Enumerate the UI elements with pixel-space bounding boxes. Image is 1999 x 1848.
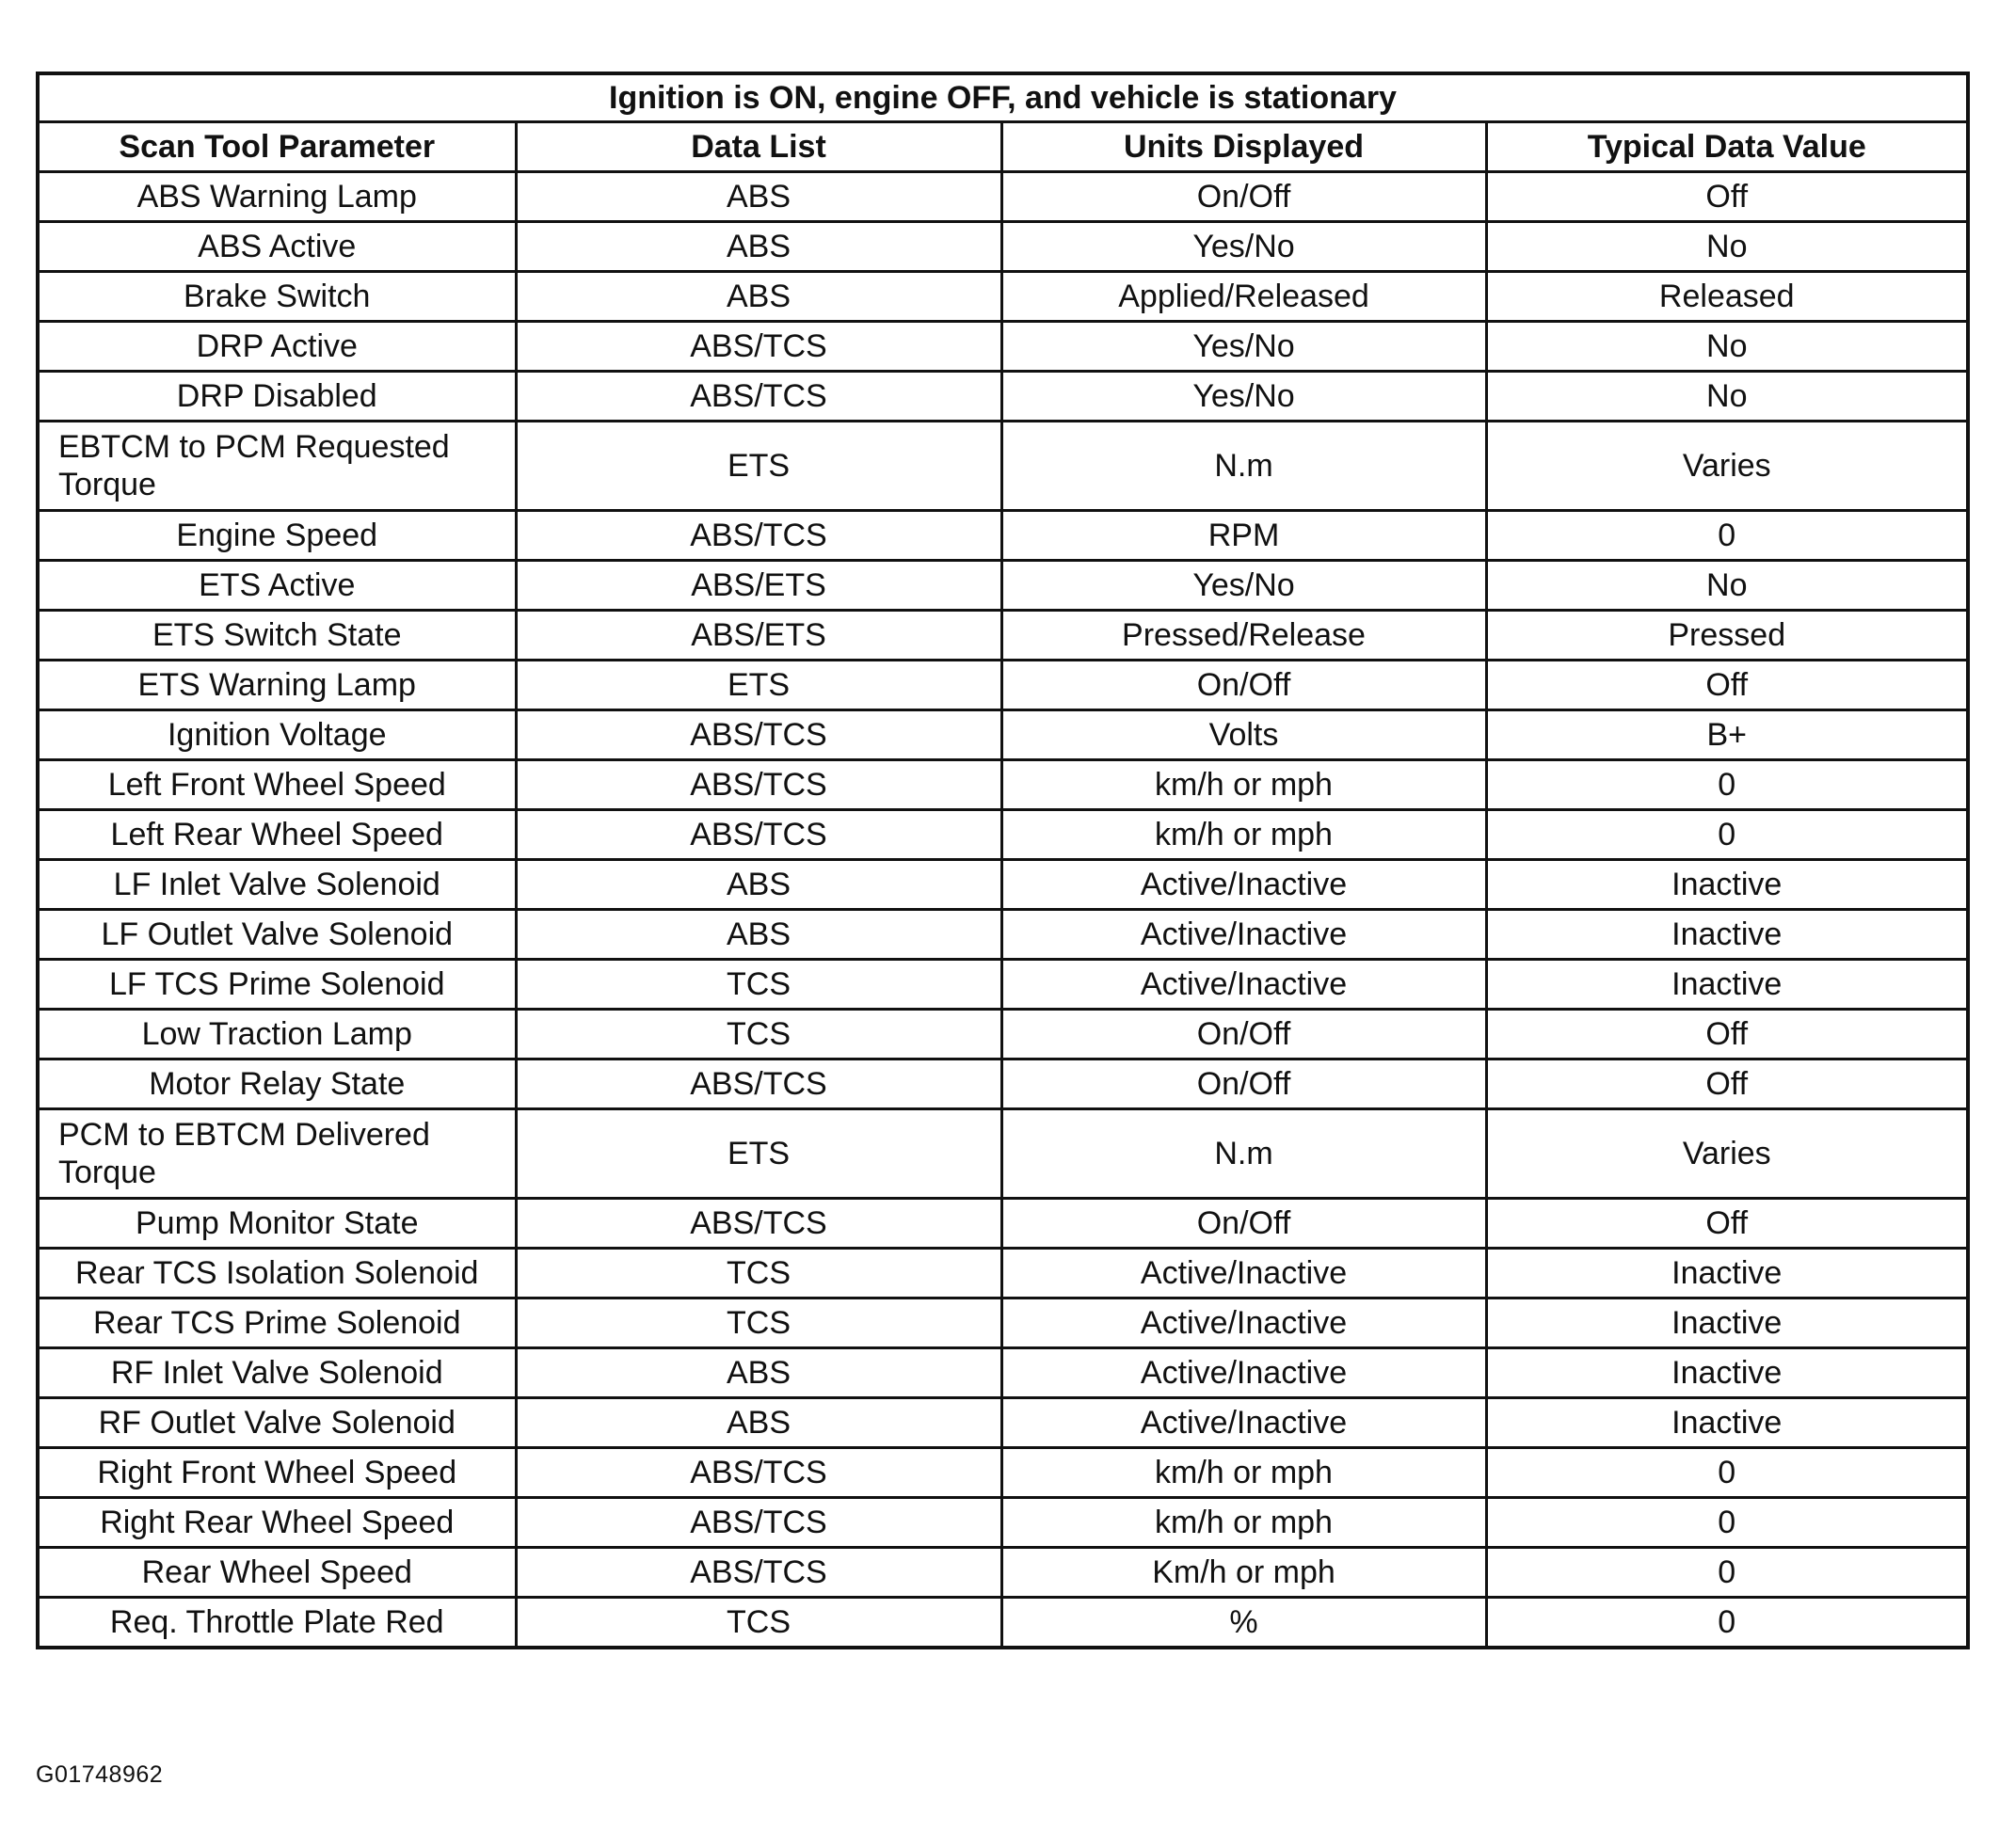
cell-units: % bbox=[1001, 1598, 1486, 1649]
cell-typical-value: 0 bbox=[1486, 1448, 1968, 1498]
cell-data-list: TCS bbox=[516, 1298, 1001, 1348]
cell-parameter: LF Inlet Valve Solenoid bbox=[38, 860, 516, 910]
cell-typical-value: Inactive bbox=[1486, 1398, 1968, 1448]
cell-typical-value: No bbox=[1486, 222, 1968, 272]
table-row bbox=[38, 511, 1968, 561]
table-row bbox=[38, 910, 1968, 960]
cell-data-list: ETS bbox=[516, 661, 1001, 710]
cell-units: Active/Inactive bbox=[1001, 960, 1486, 1010]
table-row bbox=[38, 810, 1968, 860]
cell-units: Yes/No bbox=[1001, 372, 1486, 422]
table-row bbox=[38, 422, 1968, 511]
cell-units: Pressed/Release bbox=[1001, 611, 1486, 661]
table-row bbox=[38, 1298, 1968, 1348]
cell-units: Volts bbox=[1001, 710, 1486, 760]
table-row bbox=[38, 1498, 1968, 1548]
cell-data-list: ETS bbox=[516, 422, 1001, 511]
header-typical-data-value: Typical Data Value bbox=[1486, 122, 1968, 172]
header-units-displayed: Units Displayed bbox=[1001, 122, 1486, 172]
cell-typical-value: 0 bbox=[1486, 810, 1968, 860]
table-row bbox=[38, 1249, 1968, 1298]
cell-parameter: LF TCS Prime Solenoid bbox=[38, 960, 516, 1010]
cell-typical-value: B+ bbox=[1486, 710, 1968, 760]
cell-data-list: ABS bbox=[516, 910, 1001, 960]
cell-typical-value: Inactive bbox=[1486, 1249, 1968, 1298]
cell-data-list: ABS/TCS bbox=[516, 322, 1001, 372]
table-row bbox=[38, 960, 1968, 1010]
cell-typical-value: No bbox=[1486, 372, 1968, 422]
table-row bbox=[38, 1109, 1968, 1199]
cell-parameter: ETS Switch State bbox=[38, 611, 516, 661]
cell-units: km/h or mph bbox=[1001, 1498, 1486, 1548]
table-row bbox=[38, 1598, 1968, 1649]
cell-typical-value: 0 bbox=[1486, 1498, 1968, 1548]
cell-parameter: ETS Active bbox=[38, 561, 516, 611]
cell-typical-value: Inactive bbox=[1486, 910, 1968, 960]
cell-parameter: DRP Disabled bbox=[38, 372, 516, 422]
cell-units: Active/Inactive bbox=[1001, 1249, 1486, 1298]
cell-parameter: Req. Throttle Plate Red bbox=[38, 1598, 516, 1649]
cell-parameter: Right Front Wheel Speed bbox=[38, 1448, 516, 1498]
cell-data-list: TCS bbox=[516, 1010, 1001, 1059]
cell-parameter: RF Outlet Valve Solenoid bbox=[38, 1398, 516, 1448]
table-row bbox=[38, 1398, 1968, 1448]
cell-data-list: ABS/TCS bbox=[516, 1199, 1001, 1249]
cell-typical-value: Inactive bbox=[1486, 1348, 1968, 1398]
cell-parameter: Right Rear Wheel Speed bbox=[38, 1498, 516, 1548]
cell-data-list: ABS/ETS bbox=[516, 611, 1001, 661]
cell-typical-value: 0 bbox=[1486, 760, 1968, 810]
cell-parameter: PCM to EBTCM Delivered Torque bbox=[38, 1109, 516, 1199]
table-header-row bbox=[38, 122, 1968, 172]
cell-parameter: Left Front Wheel Speed bbox=[38, 760, 516, 810]
cell-typical-value: Varies bbox=[1486, 422, 1968, 511]
scan-tool-data-table bbox=[36, 72, 1970, 1649]
table-row bbox=[38, 611, 1968, 661]
cell-units: km/h or mph bbox=[1001, 760, 1486, 810]
cell-units: On/Off bbox=[1001, 661, 1486, 710]
table-row bbox=[38, 1059, 1968, 1109]
cell-typical-value: Pressed bbox=[1486, 611, 1968, 661]
cell-data-list: ABS/TCS bbox=[516, 810, 1001, 860]
table-row bbox=[38, 172, 1968, 222]
cell-parameter: Rear TCS Isolation Solenoid bbox=[38, 1249, 516, 1298]
table-row bbox=[38, 661, 1968, 710]
table-row bbox=[38, 322, 1968, 372]
table-row bbox=[38, 222, 1968, 272]
cell-data-list: TCS bbox=[516, 960, 1001, 1010]
table-body bbox=[38, 172, 1968, 1649]
cell-units: Yes/No bbox=[1001, 322, 1486, 372]
cell-typical-value: No bbox=[1486, 322, 1968, 372]
cell-parameter: ABS Warning Lamp bbox=[38, 172, 516, 222]
cell-parameter: Brake Switch bbox=[38, 272, 516, 322]
cell-data-list: ABS bbox=[516, 272, 1001, 322]
cell-data-list: ETS bbox=[516, 1109, 1001, 1199]
figure-code: G01748962 bbox=[36, 1761, 164, 1788]
cell-typical-value: Released bbox=[1486, 272, 1968, 322]
table-row bbox=[38, 1199, 1968, 1249]
cell-parameter: Rear Wheel Speed bbox=[38, 1548, 516, 1598]
cell-units: N.m bbox=[1001, 422, 1486, 511]
table-row bbox=[38, 710, 1968, 760]
cell-parameter: DRP Active bbox=[38, 322, 516, 372]
cell-data-list: ABS/TCS bbox=[516, 710, 1001, 760]
table-caption-row bbox=[38, 73, 1968, 122]
table-row bbox=[38, 272, 1968, 322]
cell-typical-value: Inactive bbox=[1486, 1298, 1968, 1348]
cell-parameter: Pump Monitor State bbox=[38, 1199, 516, 1249]
cell-data-list: ABS/TCS bbox=[516, 372, 1001, 422]
table-row bbox=[38, 1010, 1968, 1059]
cell-parameter: Motor Relay State bbox=[38, 1059, 516, 1109]
cell-typical-value: No bbox=[1486, 561, 1968, 611]
cell-units: N.m bbox=[1001, 1109, 1486, 1199]
cell-typical-value: Off bbox=[1486, 1199, 1968, 1249]
table-row bbox=[38, 1448, 1968, 1498]
cell-data-list: ABS bbox=[516, 222, 1001, 272]
cell-units: Yes/No bbox=[1001, 561, 1486, 611]
table-row bbox=[38, 860, 1968, 910]
cell-units: Yes/No bbox=[1001, 222, 1486, 272]
cell-units: Applied/Released bbox=[1001, 272, 1486, 322]
cell-units: Active/Inactive bbox=[1001, 860, 1486, 910]
cell-units: On/Off bbox=[1001, 1010, 1486, 1059]
cell-units: On/Off bbox=[1001, 172, 1486, 222]
cell-typical-value: Varies bbox=[1486, 1109, 1968, 1199]
table-row bbox=[38, 1348, 1968, 1398]
cell-data-list: ABS/ETS bbox=[516, 561, 1001, 611]
cell-parameter: EBTCM to PCM Requested Torque bbox=[38, 422, 516, 511]
cell-parameter: RF Inlet Valve Solenoid bbox=[38, 1348, 516, 1398]
cell-typical-value: 0 bbox=[1486, 1598, 1968, 1649]
table-row bbox=[38, 372, 1968, 422]
cell-data-list: ABS/TCS bbox=[516, 1059, 1001, 1109]
table-row bbox=[38, 760, 1968, 810]
header-data-list: Data List bbox=[516, 122, 1001, 172]
cell-typical-value: Off bbox=[1486, 1059, 1968, 1109]
cell-data-list: ABS bbox=[516, 860, 1001, 910]
cell-typical-value: Off bbox=[1486, 172, 1968, 222]
cell-units: km/h or mph bbox=[1001, 1448, 1486, 1498]
cell-data-list: ABS/TCS bbox=[516, 1448, 1001, 1498]
cell-units: On/Off bbox=[1001, 1199, 1486, 1249]
cell-parameter: Engine Speed bbox=[38, 511, 516, 561]
cell-parameter: Left Rear Wheel Speed bbox=[38, 810, 516, 860]
cell-data-list: ABS/TCS bbox=[516, 760, 1001, 810]
cell-units: Km/h or mph bbox=[1001, 1548, 1486, 1598]
cell-data-list: ABS/TCS bbox=[516, 1548, 1001, 1598]
cell-parameter: ABS Active bbox=[38, 222, 516, 272]
cell-parameter: Low Traction Lamp bbox=[38, 1010, 516, 1059]
header-scan-tool-parameter: Scan Tool Parameter bbox=[38, 122, 516, 172]
table-row bbox=[38, 561, 1968, 611]
cell-data-list: TCS bbox=[516, 1249, 1001, 1298]
cell-units: Active/Inactive bbox=[1001, 1298, 1486, 1348]
cell-units: RPM bbox=[1001, 511, 1486, 561]
cell-data-list: ABS/TCS bbox=[516, 1498, 1001, 1548]
cell-parameter: LF Outlet Valve Solenoid bbox=[38, 910, 516, 960]
cell-typical-value: 0 bbox=[1486, 511, 1968, 561]
cell-typical-value: 0 bbox=[1486, 1548, 1968, 1598]
cell-typical-value: Inactive bbox=[1486, 860, 1968, 910]
cell-parameter: Rear TCS Prime Solenoid bbox=[38, 1298, 516, 1348]
cell-parameter: ETS Warning Lamp bbox=[38, 661, 516, 710]
cell-units: Active/Inactive bbox=[1001, 910, 1486, 960]
table-row bbox=[38, 1548, 1968, 1598]
cell-data-list: TCS bbox=[516, 1598, 1001, 1649]
cell-data-list: ABS bbox=[516, 172, 1001, 222]
cell-units: On/Off bbox=[1001, 1059, 1486, 1109]
cell-data-list: ABS/TCS bbox=[516, 511, 1001, 561]
cell-data-list: ABS bbox=[516, 1398, 1001, 1448]
cell-typical-value: Off bbox=[1486, 661, 1968, 710]
cell-units: km/h or mph bbox=[1001, 810, 1486, 860]
table-caption: Ignition is ON, engine OFF, and vehicle is stationary bbox=[38, 73, 1968, 122]
cell-parameter: Ignition Voltage bbox=[38, 710, 516, 760]
cell-data-list: ABS bbox=[516, 1348, 1001, 1398]
cell-units: Active/Inactive bbox=[1001, 1398, 1486, 1448]
cell-units: Active/Inactive bbox=[1001, 1348, 1486, 1398]
cell-typical-value: Inactive bbox=[1486, 960, 1968, 1010]
cell-typical-value: Off bbox=[1486, 1010, 1968, 1059]
